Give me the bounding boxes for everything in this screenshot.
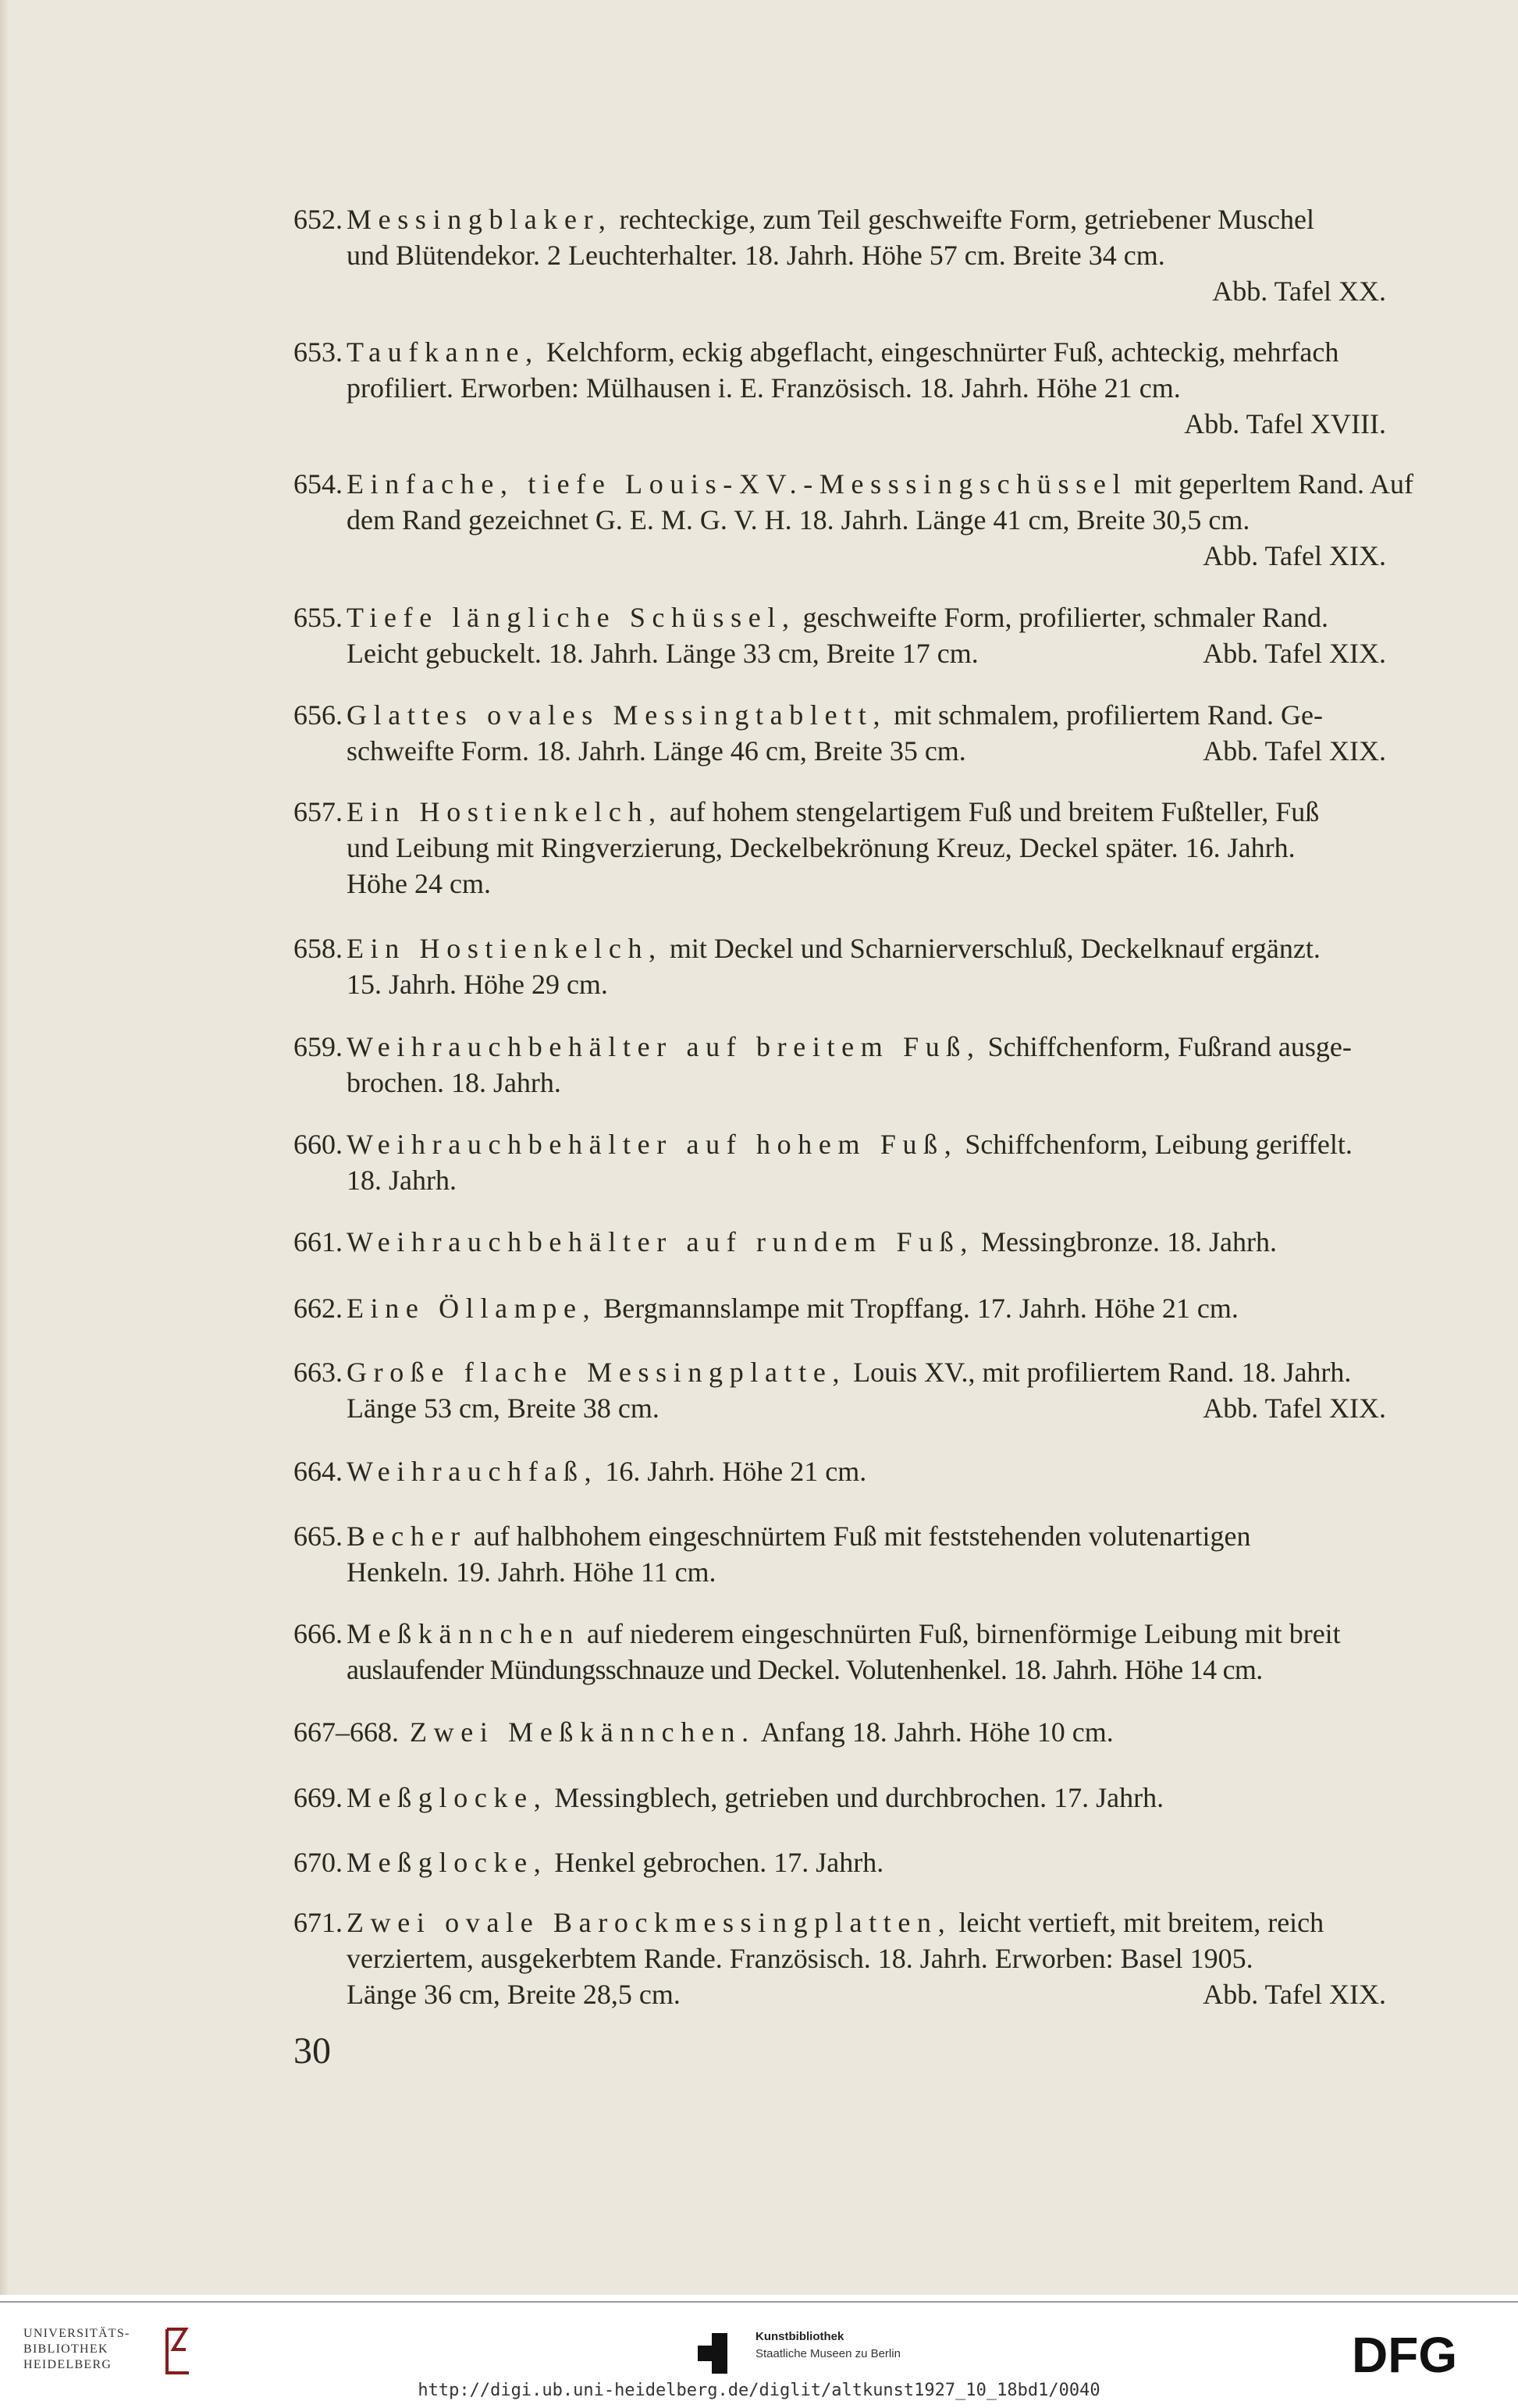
catalog-entry-653 <box>293 334 1386 442</box>
entry-text-line: und Blütendekor. 2 Leuchterhalter. 18. Jahrh. Höhe 57 cm. Breite 34 cm. <box>347 240 1165 271</box>
entry-text-line: leicht vertieft, mit breitem, reich <box>958 1907 1324 1938</box>
catalog-entry-666 <box>293 1616 1386 1688</box>
entry-text-line: Höhe 24 cm. <box>347 868 491 899</box>
entry-number: 671. <box>293 1907 343 1938</box>
entry-text-line: brochen. 18. Jahrh. <box>347 1067 561 1098</box>
entry-text-line: auslaufender Mündungsschnauze und Deckel. Volutenhenkel. 18. Jahrh. Höhe 14 cm. <box>347 1654 1263 1685</box>
entry-text-line: Henkel gebrochen. 17. Jahrh. <box>554 1847 884 1878</box>
entry-title: Weihrauchfaß, <box>347 1456 599 1487</box>
catalog-entry-655 <box>293 599 1386 671</box>
entry-text-line: geschweifte Form, profilierter, schmaler Rand. <box>802 602 1328 633</box>
entry-title: Ein Hostienkelch, <box>347 933 663 964</box>
entry-text-line: Messingblech, getrieben und durchbrochen. 17. Jahrh. <box>554 1782 1164 1813</box>
plate-reference: Abb. Tafel XVIII. <box>1184 408 1386 439</box>
entry-text-line: Louis XV., mit profiliertem Rand. 18. Jahrh. <box>853 1357 1352 1388</box>
entry-text-line: Bergmannslampe mit Tropffang. 17. Jahrh. Höhe 21 cm. <box>603 1293 1239 1324</box>
catalog-entry-665 <box>293 1518 1386 1590</box>
entry-text-line: verziertem, ausgekerbtem Rande. Französisch. 18. Jahrh. Erworben: Basel 1905. <box>347 1943 1253 1974</box>
entry-number: 667–668. <box>293 1716 399 1748</box>
catalog-entry-661 <box>293 1224 1386 1260</box>
entry-title: Glattes ovales Messingtablett, <box>347 699 887 731</box>
catalog-entry-659 <box>293 1029 1386 1101</box>
catalog-entry-667-668 <box>293 1714 1386 1750</box>
page-edge-shadow <box>0 0 9 2295</box>
ub-logo-line: UNIVERSITÄTS- <box>23 2327 130 2340</box>
entry-number: 661. <box>293 1226 343 1257</box>
entry-number: 653. <box>293 336 343 368</box>
entry-text-line: schweifte Form. 18. Jahrh. Länge 46 cm, Breite 35 cm. <box>347 735 966 767</box>
entry-number: 662. <box>293 1293 343 1324</box>
entry-number: 670. <box>293 1847 343 1878</box>
entry-number: 666. <box>293 1618 343 1649</box>
catalog-entry-663 <box>293 1354 1386 1426</box>
entry-title: Zwei ovale Barockmessingplatten, <box>347 1907 952 1938</box>
entry-text-line: Messingbronze. 18. Jahrh. <box>981 1226 1277 1257</box>
catalog-entry-670 <box>293 1844 1386 1880</box>
entry-text-line: auf niederem eingeschnürten Fuß, birnenförmige Leibung mit breit <box>586 1618 1341 1649</box>
entry-text-line: auf hohem stengelartigem Fuß und breitem Fußteller, Fuß <box>669 796 1320 827</box>
ub-emblem-icon <box>162 2326 194 2378</box>
entry-title: Meßglocke, <box>347 1847 548 1878</box>
catalog-entry-671 <box>293 1905 1386 2012</box>
entry-text-line: 16. Jahrh. Höhe 21 cm. <box>605 1456 867 1487</box>
entry-text-line: Länge 36 cm, Breite 28,5 cm. <box>347 1979 681 2010</box>
plate-reference: Abb. Tafel XX. <box>1212 276 1386 307</box>
entry-text-line: Anfang 18. Jahrh. Höhe 10 cm. <box>760 1716 1114 1748</box>
entry-text-line: dem Rand gezeichnet G. E. M. G. V. H. 18. Jahrh. Länge 41 cm, Breite 30,5 cm. <box>347 504 1250 535</box>
catalog-entry-654 <box>293 466 1414 574</box>
entry-title: Ein Hostienkelch, <box>347 796 663 827</box>
entry-title: Tiefe längliche Schüssel, <box>347 602 796 633</box>
entry-text-line: 18. Jahrh. <box>347 1165 457 1196</box>
entry-title: Taufkanne, <box>347 336 539 368</box>
plate-reference: Abb. Tafel XIX. <box>1203 735 1386 767</box>
kunstbibliothek-logo[interactable] <box>695 2322 976 2385</box>
plate-reference: Abb. Tafel XIX. <box>1203 540 1386 571</box>
entry-title: Zwei Meßkännchen. <box>410 1716 755 1748</box>
entry-text-line: Leicht gebuckelt. 18. Jahrh. Länge 33 cm, Breite 17 cm. <box>347 638 979 669</box>
plate-reference: Abb. Tafel XIX. <box>1203 1979 1386 2010</box>
heidelberg-library-logo[interactable] <box>23 2326 180 2381</box>
catalog-entry-652 <box>293 201 1386 309</box>
entry-number: 652. <box>293 204 343 235</box>
entry-number: 665. <box>293 1521 343 1552</box>
entry-title: Meßkännchen <box>347 1618 580 1649</box>
entry-text-line: Schiffchenform, Fußrand ausge- <box>987 1031 1352 1062</box>
ub-logo-line: HEIDELBERG <box>23 2358 112 2371</box>
entry-number: 654. <box>293 468 343 500</box>
entry-text-line: mit schmalem, profiliertem Rand. Ge- <box>894 699 1323 731</box>
catalog-entry-657 <box>293 794 1386 902</box>
entry-text-line: Länge 53 cm, Breite 38 cm. <box>347 1393 659 1424</box>
entry-text-line: rechteckige, zum Teil geschweifte Form, getriebener Muschel <box>619 204 1314 235</box>
plate-reference: Abb. Tafel XIX. <box>1203 638 1386 669</box>
entry-number: 656. <box>293 699 343 731</box>
entry-title: Becher <box>347 1521 467 1552</box>
entry-title: Weihrauchbehälter auf rundem Fuß, <box>347 1226 975 1257</box>
entry-text-line: profiliert. Erworben: Mülhausen i. E. Französisch. 18. Jahrh. Höhe 21 cm. <box>347 372 1181 404</box>
kunstbibliothek-emblem-icon <box>695 2330 731 2377</box>
catalog-entry-662 <box>293 1290 1386 1326</box>
dfg-logo-text: DFG <box>1352 2330 1458 2378</box>
entry-number: 663. <box>293 1357 343 1388</box>
entry-title: Weihrauchbehälter auf breitem Fuß, <box>347 1031 981 1062</box>
page-number: 30 <box>293 2030 331 2072</box>
entry-text-line: Kelchform, eckig abgeflacht, eingeschnürter Fuß, achteckig, mehrfach <box>546 336 1339 368</box>
plate-reference: Abb. Tafel XIX. <box>1203 1393 1386 1424</box>
permalink-url[interactable]: http://digi.ub.uni-heidelberg.de/diglit/altkunst1927_10_18bd1/0040 <box>418 2381 1100 2400</box>
entry-text-line: und Leibung mit Ringverzierung, Deckelbekrönung Kreuz, Deckel später. 16. Jahrh. <box>347 832 1296 863</box>
entry-number: 669. <box>293 1782 343 1813</box>
entry-title: Weihrauchbehälter auf hohem Fuß, <box>347 1129 958 1160</box>
entry-number: 664. <box>293 1456 343 1487</box>
entry-number: 655. <box>293 602 343 633</box>
entry-number: 658. <box>293 933 343 964</box>
entry-text-line: 15. Jahrh. Höhe 29 cm. <box>347 969 608 1000</box>
entry-title: Einfache, tiefe Louis-XV.-Messsingschüssel <box>347 468 1128 500</box>
entry-title: Messingblaker, <box>347 204 613 235</box>
kunstbibliothek-subtitle: Staatliche Museen zu Berlin <box>755 2347 901 2360</box>
catalog-entry-669 <box>293 1780 1386 1816</box>
entry-number: 657. <box>293 796 343 827</box>
footer-divider <box>0 2301 1518 2303</box>
entry-text-line: auf halbhohem eingeschnürtem Fuß mit feststehenden volutenartigen <box>473 1521 1251 1552</box>
dfg-logo-icon[interactable] <box>1352 2330 1492 2378</box>
kunstbibliothek-name: Kunstbibliothek <box>755 2330 844 2343</box>
entry-title: Große flache Messingplatte, <box>347 1357 847 1388</box>
catalog-entry-658 <box>293 930 1386 1002</box>
entry-number: 659. <box>293 1031 343 1062</box>
entry-text-line: mit Deckel und Scharnierverschluß, Deckelknauf ergänzt. <box>669 933 1321 964</box>
entry-text-line: mit geperltem Rand. Auf <box>1134 468 1414 500</box>
entry-text-line: Henkeln. 19. Jahrh. Höhe 11 cm. <box>347 1556 716 1588</box>
entry-number: 660. <box>293 1129 343 1160</box>
ub-logo-line: BIBLIOTHEK <box>23 2342 108 2356</box>
catalog-entry-660 <box>293 1126 1386 1198</box>
catalog-entry-664 <box>293 1453 1386 1489</box>
entry-title: Meßglocke, <box>347 1782 548 1813</box>
entry-text-line: Schiffchenform, Leibung geriffelt. <box>965 1129 1353 1160</box>
entry-title: Eine Öllampe, <box>347 1293 597 1324</box>
catalog-entry-656 <box>293 697 1386 769</box>
